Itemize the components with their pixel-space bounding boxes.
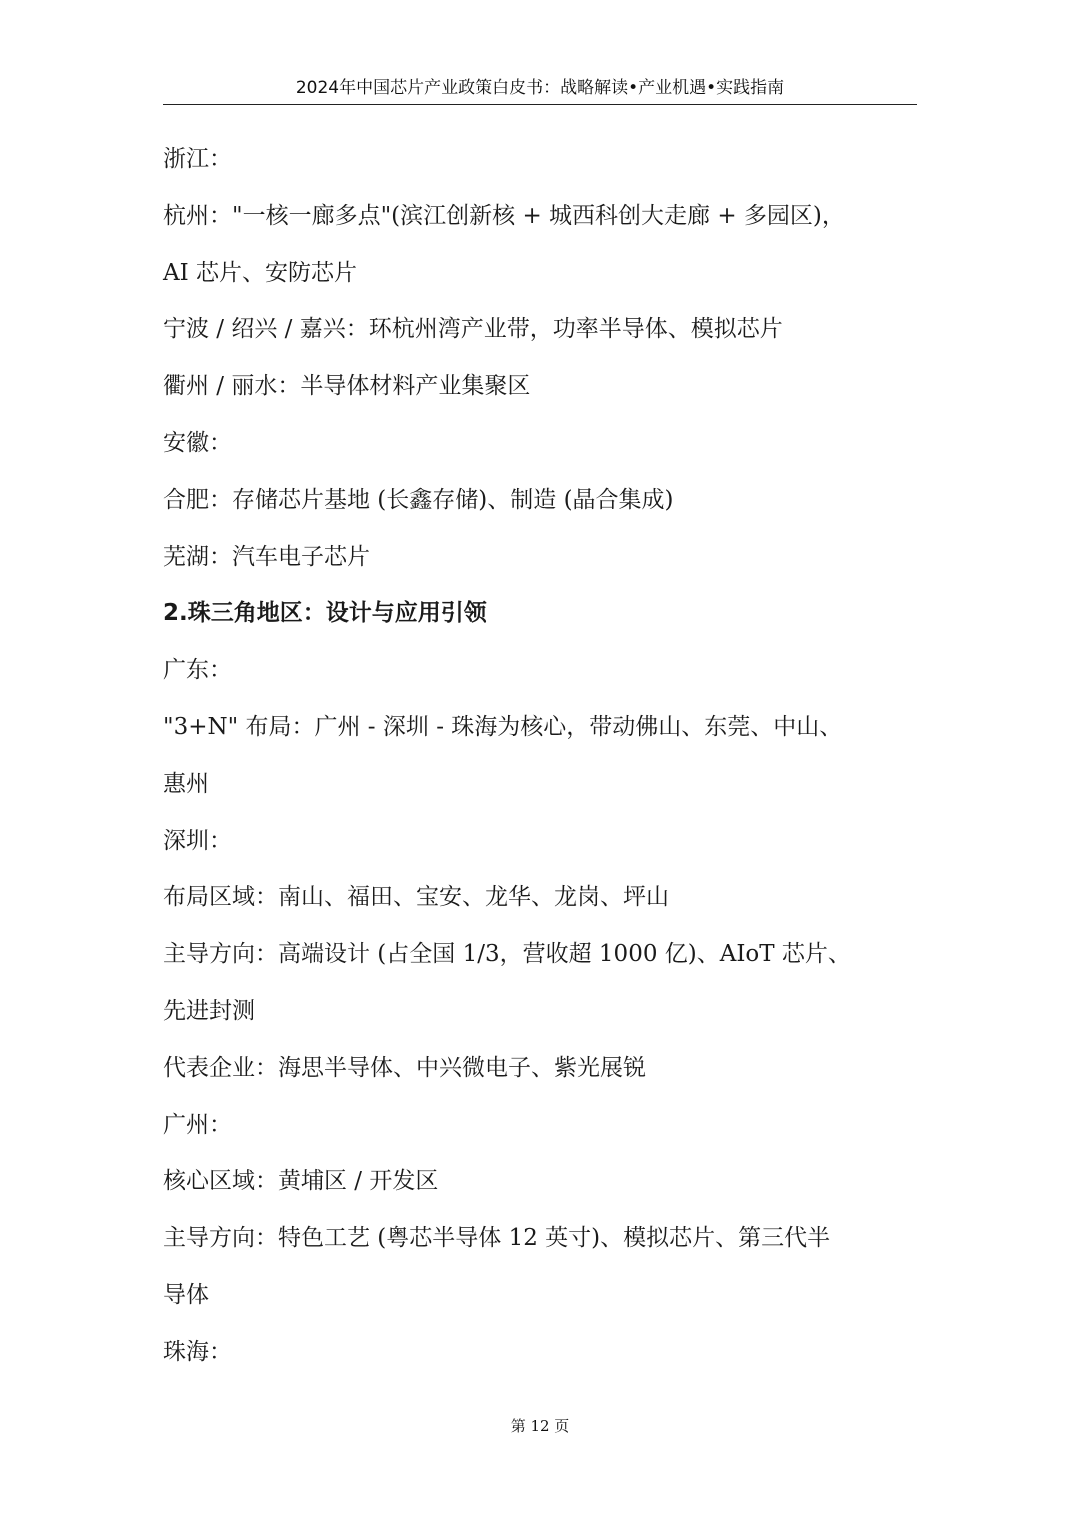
text-line: "3+N" 布局：广州 - 深圳 - 珠海为核心，带动佛山、东莞、中山、 <box>163 713 843 740</box>
text-line: AI 芯片、安防芯片 <box>163 259 358 286</box>
text-line: 主导方向：高端设计 (占全国 1/3，营收超 1000 亿)、AIoT 芯片、 <box>163 941 851 968</box>
text-line: 合肥：存储芯片基地 (长鑫存储)、制造 (晶合集成) <box>163 486 674 513</box>
text-line: 广东： <box>163 657 232 684</box>
text-line: 浙江： <box>163 146 232 172</box>
text-line: 先进封测 <box>163 997 255 1024</box>
text-line: 惠州 <box>163 770 209 797</box>
page-number: 第 12 页 <box>510 1417 570 1435</box>
text-line: 主导方向：特色工艺 (粤芯半导体 12 英寸)、模拟芯片、第三代半 <box>163 1225 831 1252</box>
text-line: 杭州："一核一廊多点"(滨江创新核 + 城西科创大走廊 + 多园区)， <box>163 202 845 229</box>
text-line: 珠海： <box>163 1338 232 1365</box>
text-line: 布局区域：南山、福田、宝安、龙华、龙岗、坪山 <box>163 884 669 911</box>
header-divider <box>163 104 917 105</box>
document-body <box>163 131 923 1381</box>
text-line: 核心区域：黄埔区 / 开发区 <box>163 1168 439 1195</box>
text-line: 宁波 / 绍兴 / 嘉兴：环杭州湾产业带，功率半导体、模拟芯片 <box>163 316 783 343</box>
text-line: 衢州 / 丽水：半导体材料产业集聚区 <box>163 373 531 400</box>
text-line: 安徽： <box>163 429 232 456</box>
section-heading: 2.珠三角地区：设计与应用引领 <box>163 600 487 627</box>
text-line: 深圳： <box>163 827 232 854</box>
text-line: 广州： <box>163 1111 232 1138</box>
text-line: 导体 <box>163 1281 209 1308</box>
text-line: 代表企业：海思半导体、中兴微电子、紫光展锐 <box>163 1054 646 1081</box>
page-header-title: 2024年中国芯片产业政策白皮书：战略解读•产业机遇•实践指南 <box>295 78 785 98</box>
text-line: 芜湖：汽车电子芯片 <box>163 543 370 570</box>
